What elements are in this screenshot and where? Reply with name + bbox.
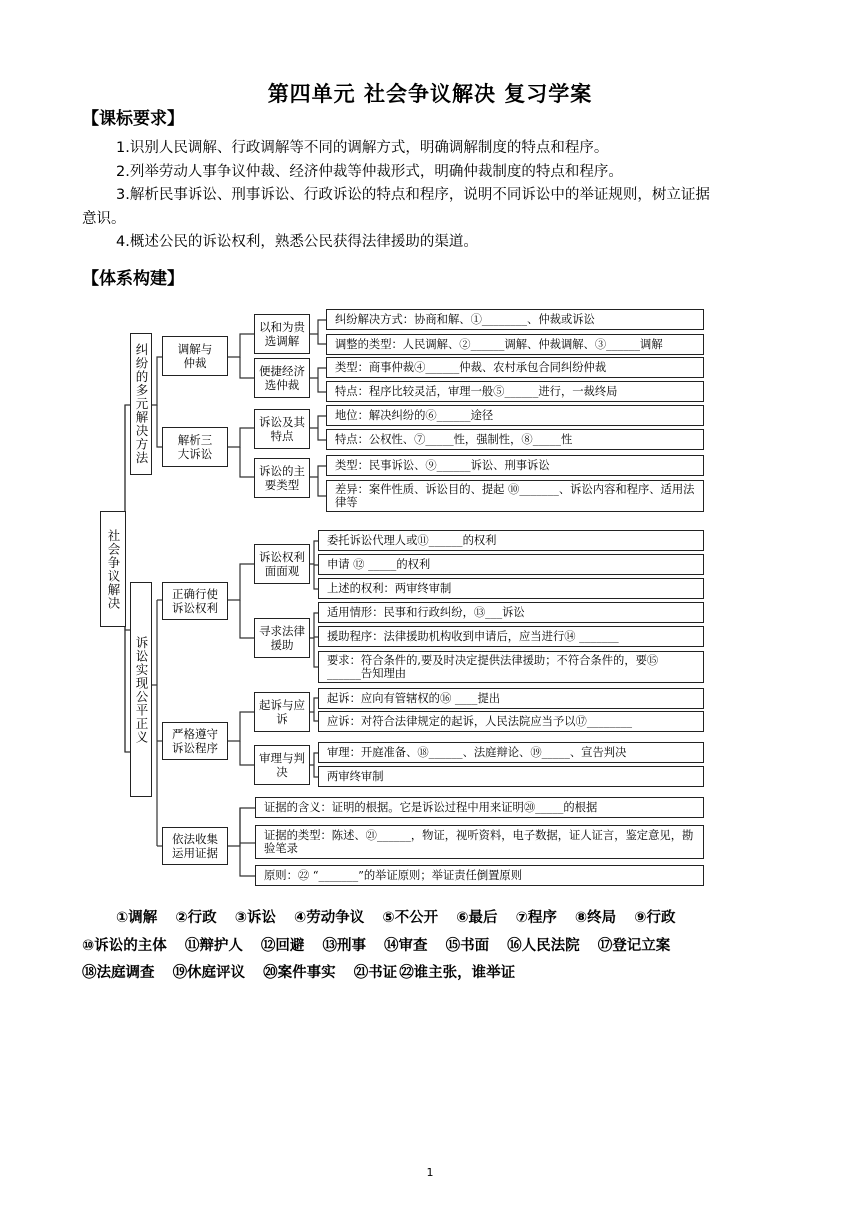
diagram-leaf: 两审终审制: [318, 766, 704, 787]
answer-item: ⑬刑事: [322, 937, 366, 954]
answer-item: ⑤不公开: [382, 910, 439, 926]
diagram-leaf: 起诉：应向有管辖权的⑯ ____提出: [318, 688, 704, 709]
answer-item: ②行政: [175, 910, 217, 926]
answer-item: ⑨行政: [634, 910, 676, 926]
diagram-leaf: 申请 ⑫ _____的权利: [318, 554, 704, 575]
diagram-node-sue-respond: 起诉与应诉: [254, 692, 310, 732]
requirements-list: [82, 137, 722, 255]
diagram-leaf: 特点：程序比较灵活，审理一般⑤______进行，一裁终局: [326, 381, 704, 402]
answer-key: [82, 905, 802, 988]
answer-item: ㉑书证: [353, 965, 398, 981]
answer-item: ④劳动争议: [294, 910, 365, 926]
answer-item: ⑪辩护人: [184, 937, 243, 954]
diagram-leaf: 援助程序：法律援助机构收到申请后，应当进行⑭ _______: [318, 626, 704, 647]
answer-item: ⑫回避: [260, 937, 305, 954]
diagram-root: 社会争议解决: [100, 511, 126, 627]
answer-item: ⑩诉讼的主体: [82, 937, 167, 954]
diagram-leaf: 证据的类型：陈述、㉑______，物证，视听资料，电子数据，证人证言，鉴定意见，勘验笔录: [255, 825, 704, 859]
diagram-node-rights-overview: 诉讼权利面面观: [254, 544, 310, 584]
diagram-leaf: 地位：解决纠纷的⑥______途径: [326, 405, 704, 426]
diagram-leaf: 调整的类型：人民调解、②______调解、仲裁调解、③______调解: [326, 334, 704, 355]
diagram-node-mediation-arbitration: 调解与仲裁: [162, 336, 228, 376]
answer-item: ⑮书面: [445, 937, 490, 954]
requirement-item: 4.概述公民的诉讼权利，熟悉公民获得法律援助的渠道。: [116, 234, 478, 250]
answer-item: ⑧终局: [574, 910, 617, 926]
diagram-branch-2: 诉讼实现公平正义: [130, 582, 152, 797]
requirement-item: 3.解析民事诉讼、刑事诉讼、行政诉讼的特点和程序，说明不同诉讼中的举证规则，树立证据意识。: [82, 187, 710, 227]
diagram-node-three-litigations: 解析三大诉讼: [162, 427, 228, 467]
answer-item: ⑱法庭调查: [82, 965, 155, 981]
diagram-leaf: 证据的含义：证明的根据。它是诉讼过程中用来证明⑳_____的根据: [255, 797, 704, 818]
answer-item: ③诉讼: [234, 910, 276, 926]
diagram-node-litigation-rights: 正确行使诉讼权利: [162, 582, 228, 620]
answer-item: ⑥最后: [456, 910, 498, 926]
answer-item: ⑦程序: [515, 910, 557, 926]
diagram-leaf: 类型：民事诉讼、⑨______诉讼、刑事诉讼: [326, 455, 704, 476]
answer-item: ⑯人民法院: [507, 937, 580, 954]
requirement-item: 1.识别人民调解、行政调解等不同的调解方式，明确调解制度的特点和程序。: [116, 140, 609, 156]
diagram-leaf: 要求：符合条件的,要及时决定提供法律援助；不符合条件的，要⑮ ______告知理由: [318, 651, 704, 683]
diagram-leaf: 上述的权利：两审终审制: [318, 578, 704, 599]
page-number: 1: [426, 1166, 434, 1179]
diagram-leaf: 审理：开庭准备、⑱______、法庭辩论、⑲_____、宣告判决: [318, 742, 704, 763]
diagram-leaf: 纠纷解决方式：协商和解、①________、仲裁或诉讼: [326, 309, 704, 330]
diagram-node-trial-judgment: 审理与判决: [254, 745, 310, 785]
diagram-node-litigation-types: 诉讼的主要类型: [254, 458, 310, 498]
answer-item: ⑭审查: [384, 937, 428, 954]
diagram-leaf: 类型：商事仲裁④______仲裁、农村承包合同纠纷仲裁: [326, 357, 704, 378]
diagram-node-legal-aid: 寻求法律援助: [254, 618, 310, 658]
answer-item: ⑰登记立案: [597, 937, 671, 954]
diagram-branch-1: 纠纷的多元解决方法: [130, 333, 152, 475]
diagram-leaf: 应诉：对符合法律规定的起诉，人民法院应当予以⑰________: [318, 711, 704, 732]
requirement-item: 2.列举劳动人事争议仲裁、经济仲裁等仲裁形式，明确仲裁制度的特点和程序。: [116, 163, 623, 180]
answer-item: ①调解: [116, 910, 158, 926]
diagram-leaf: 原则：㉒ “_______”的举证原则；举证责任倒置原则: [255, 865, 704, 886]
diagram-leaf: 适用情形：民事和行政纠纷，⑬___诉讼: [318, 602, 704, 623]
diagram-node-choose-mediation: 以和为贵选调解: [254, 314, 310, 354]
diagram-node-litigation-procedure: 严格遵守诉讼程序: [162, 722, 228, 760]
diagram-leaf: 委托诉讼代理人或⑪______的权利: [318, 530, 704, 551]
diagram-node-evidence: 依法收集运用证据: [162, 827, 228, 865]
answer-item: ⑲休庭评议: [172, 965, 246, 981]
diagram-node-litigation-features: 诉讼及其特点: [254, 409, 310, 449]
answer-item: ⑳案件事实: [263, 965, 336, 981]
diagram-node-choose-arbitration: 便捷经济选仲裁: [254, 358, 310, 398]
diagram-leaf: 差异：案件性质、诉讼目的、提起 ⑩_______、诉讼内容和程序、适用法律等: [326, 480, 704, 512]
diagram-leaf: 特点：公权性、⑦_____性，强制性，⑧_____性: [326, 429, 704, 450]
answer-item: ㉒谁主张，谁举证: [399, 965, 516, 981]
section-heading-requirements: 【课标要求】: [82, 109, 184, 129]
page-title: 第四单元 社会争议解决 复习学案: [267, 82, 593, 106]
section-heading-structure: 【体系构建】: [82, 269, 184, 289]
